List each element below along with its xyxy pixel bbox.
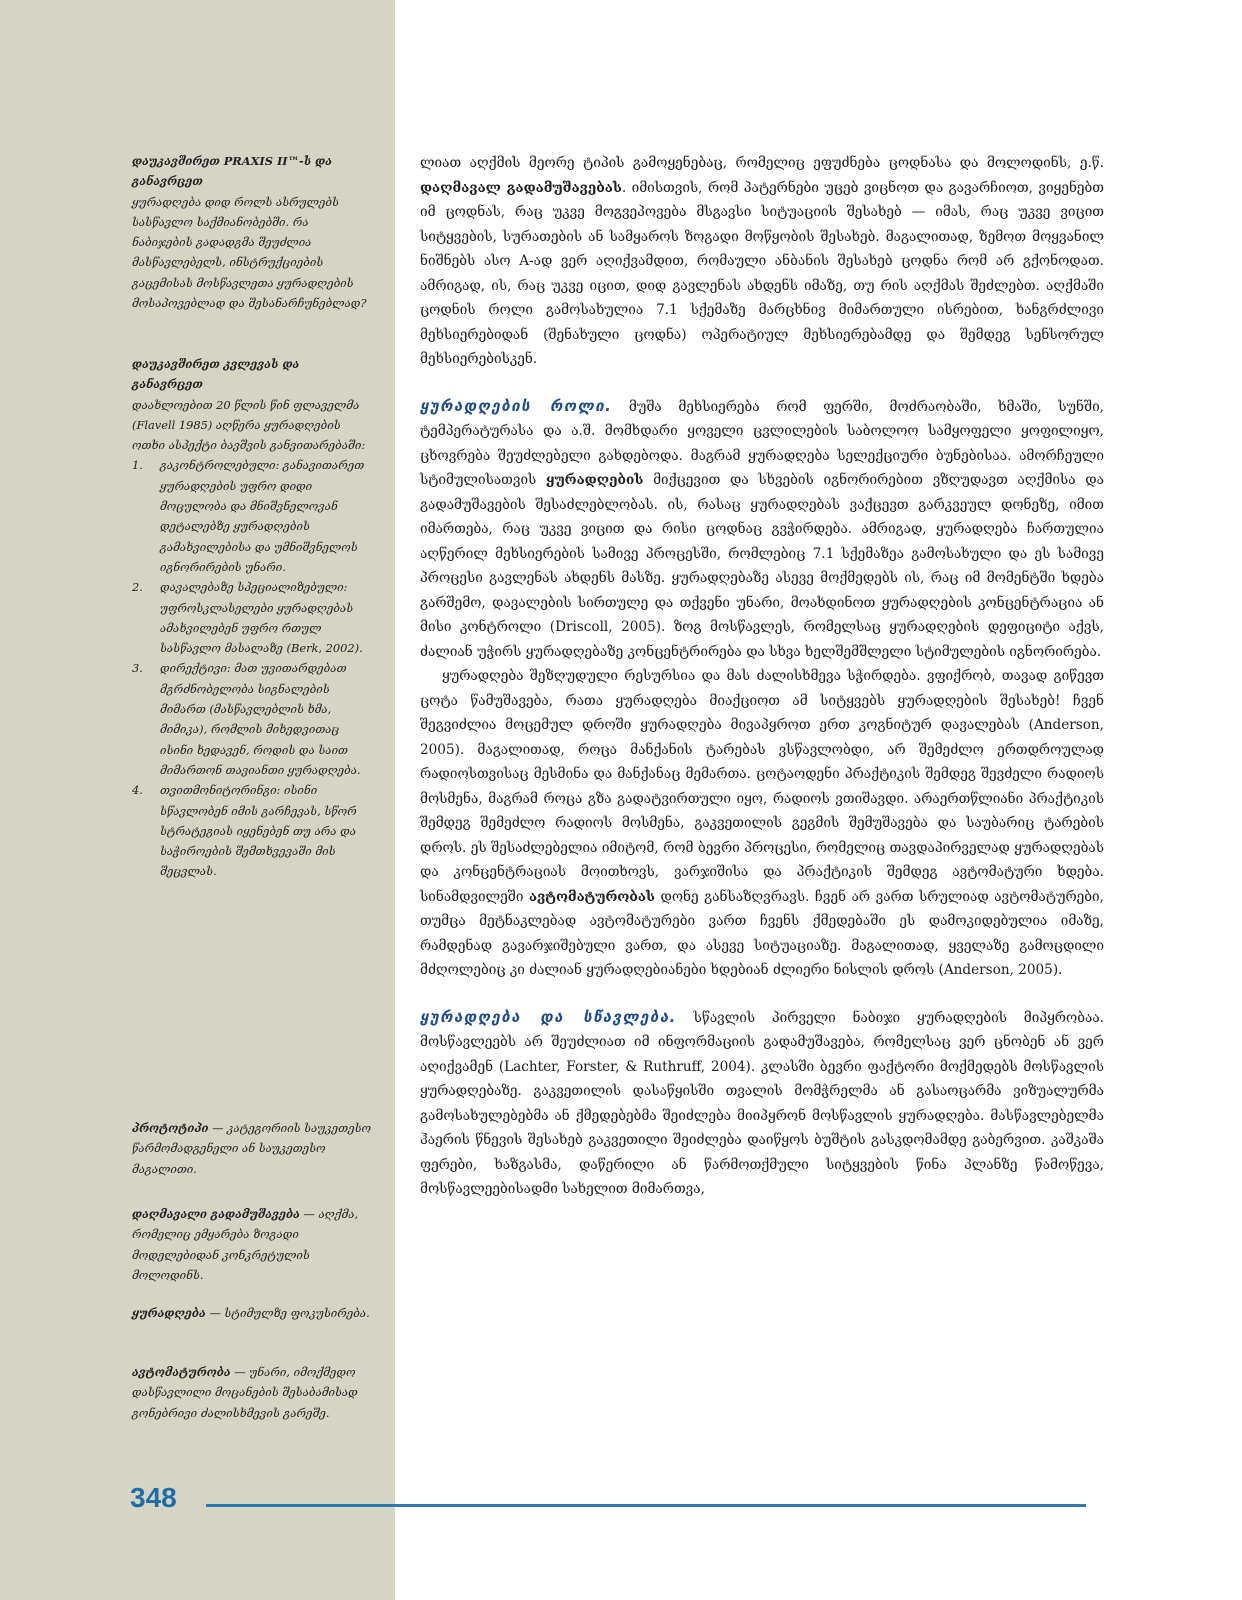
footer-rule [206, 1504, 1086, 1507]
glossary-term: ყურადღება [132, 1306, 206, 1320]
research-heading: დაუკავშირეთ კვლევას და განავრცეთ [132, 357, 300, 392]
paragraph [420, 151, 1104, 372]
bold-term: ავტომატურობას [528, 888, 655, 905]
glossary-term: პროტოტიპი [132, 1121, 209, 1135]
list-number: 4. [132, 783, 143, 798]
text-run: მუშა მეხსიერება რომ ფერში, მოძრაობაში, ხმაში, სუნში, ტემპერატურასა და ა.შ. მომხდარი ყოველი ცვლილების საბოლოო სამყოფელი ყოფილიყო, ცხოვრება შეუძლებელი გახდებოდა. მაგრამ ყურადღება სელექციური ბუნებისაა. ამორჩეული სტიმულისათვის [420, 398, 1104, 488]
glossary-prototype [132, 1118, 372, 1179]
paragraph [420, 1005, 1104, 1202]
research-intro: დაახლოებით 20 წლის წინ ფლაველმა (Flavell 1985) აღწერა ყურადღების ოთხი ასპექტი ბავშვის განვითარებაში: [132, 397, 366, 453]
list-number: 1. [132, 458, 143, 473]
text-run: . იმისთვის, რომ პატერნები უცებ ვიცნოთ და გავარჩიოთ, ვიყენებთ იმ ცოდნას, რაც უკვე მოგვეპოვება მსგავსი სიტუაციის შესახებ — იმას, რაც უკვე ვიცით სიტყვების, სურათების ან სამყაროს ზოგადი მოწყობის შესახებ. მაგალითად, ზემოთ მოყვანილ ნიშნებს ასო A-ად ვერ აღიქვამდით, რომაული ანბანის შესახებ ცოდნა რომ არ გქონოდათ. ამრიგად, ის, რაც უკვე იცით, დიდ გავლენას ახდენს იმაზე, თუ რის აღქმას შეძლებთ. აღქმაში ცოდნის როლი გამოსახულია 7.1 სქემაზე მარცხნივ მიმართული ისრებით, ხანგრძლივი მეხსიერებიდან (შენახული ცოდნა) ოპერატიულ მეხსიერებამდე და შემდეგ სენსორულ მეხსიერებისკენ. [420, 179, 1104, 367]
text-run: დონე განსაზღვრავს. ჩვენ არ ვართ სრულიად ავტომატურები, თუმცა მეტნაკლებად ავტომატურები ვართ ჩვენს ქმედებაში ეს დამოკიდებულია იმაზე, რამდენად გავარჯიშებული ვართ, და ასევე სიტუაციაზე. მაგალითად, ყველაზე გამოცდილი მძღოლებიც კი ძალიან ყურადღებიანები ხდებიან ძლიერი ნისლის დროს (Anderson, 2005). [420, 888, 1104, 978]
praxis-text: ყურადღება დიდ როლს ასრულებს სასწავლო საქმიანობებში. რა ნაბიჯების გადადგმა შეუძლია მასწავლებელს, ინსტრუქციების გაცემისას მოსწავლეთა ყურადღების მოსაპოვებლად და შესანარჩუნებლად? [132, 194, 367, 311]
section-heading: ყურადღების როლი. [420, 396, 613, 415]
glossary-definition: — უნარი, იმოქმედო დასწავლილი მოცანების შესაბამისად გონებრივი ძალისხმევის გარეშე. [132, 1365, 358, 1420]
section-heading: ყურადღება და სწავლება. [420, 1007, 677, 1026]
list-item [132, 780, 372, 881]
glossary-definition: — სტიმულზე ფოკუსირება. [205, 1306, 370, 1320]
glossary-automaticity [132, 1362, 372, 1423]
list-text: დირექტივი: მათ უვითარდებათ მგრძნობელობა სიგნალების მიმართ (მასწავლებლის ხმა, მიმიკა), რომლის მიხედვითაც ისინი ხედავენ, როდის და საით მიმართონ თავიანთი ყურადღება. [160, 661, 361, 777]
list-item [132, 455, 372, 577]
list-text: დავალებაზე სპეციალიზებული: უფროსკლასელები ყურადღებას ამახვილებენ უფრო რთულ სასწავლო მასალაზე (Berk, 2002). [160, 580, 363, 656]
glossary-top-down [132, 1204, 372, 1285]
text-run: ყურადღება შეზღუდული რესურსია და მას ძალისხმევა სჭირდება. ვფიქრობ, თავად გიწევთ ცოტა წამუშავება, რათა ყურადღება მიაქციოთ ამ სიტყვებს ყურადღების შესახებ! ჩვენ შეგვიძლია მოცემულ დროში ყურადღება მივაპყროთ ერთ კოგნიტურ დავალებას (Anderson, 2005). მაგალითად, როცა მანქანის ტარებას ვსწავლობდი, არ შემეძლო ერთდროულად რადიოსთვისაც მესმინა და მანქანაც მემართა. ცოტაოდენი პრაქტიკის შემდეგ შევძელი რადიოს მოსმენა, მაგრამ როცა გზა გადატვირთული იყო, რადიოს ვთიშავდი. არაერთწლიანი პრაქტიკის შემდეგ შემეძლო რადიოს მოსმენა, გაკვეთილის გეგმის შემუშავება და საუბარიც ტარების დროს. ეს შესაძლებელია იმიტომ, რომ ბევრი პროცესი, რომელიც თავდაპირველად ყურადღებას და კონცენტრაციას მოითხოვს, ვარჯიშისა და პრაქტიკის შემდეგ ავტომატური ხდება. სინამდვილეში [420, 668, 1104, 905]
glossary-term: ავტომატურობა [132, 1365, 231, 1379]
list-item [132, 658, 372, 780]
text-run: მიქცევით და სხვების იგნორირებით ვზღუდავთ აღქმისა და გადამუშავების შესაძლებლობას. ის, რასაც ყურადღებას ვაქცევთ გარკვეულ დონეზე, იმით იმართება, რაც უკვე ვიცით და რისი ცოდნაც გვჭირდება. ამრიგად, ყურადღება ჩართულია აღწერილ მეხსიერების სამივე პროცესში, რომლებიც 7.1 სქემაზეა გამოსახული და ეს სამივე პროცესი გავლენას ახდენს მასზე. ყურადღებაზე ასევე მოქმედებს ის, რაც იმ მომენტში ხდება გარშემო, დავალების სირთულე და თქვენი უნარი, მოახდინოთ ყურადღების კონცენტრაცია ან მისი კონტროლი (Driscoll, 2005). ზოგ მოსწავლეს, რომელსაც ყურადღების დეფიციტი აქვს, ძალიან უჭირს ყურადღებაზე კონცენტრირება და სხვა ხელშემშლელი სტიმულების იგნორირება. [420, 472, 1104, 660]
page-number: 348 [130, 1482, 177, 1513]
praxis-heading: დაუკავშირეთ PRAXIS II™-ს და განავრცეთ [132, 154, 333, 189]
research-note [132, 354, 372, 882]
list-item [132, 577, 372, 658]
glossary-attention [132, 1303, 372, 1323]
glossary-term: დაღმავალი გადამუშავება [132, 1207, 300, 1221]
sidebar [0, 0, 395, 1600]
main-text [420, 151, 1104, 1202]
bold-term: დაღმავალ გადამუშავებას [420, 179, 622, 196]
list-text: თვითმონიტორინგი: ისინი სწავლობენ იმის გარჩევას, სწორ სტრატეგიას იყენებენ თუ არა და საჭიროების შემთხვევაში მის შეცვლას. [160, 783, 357, 879]
glossary-definition: — აღქმა, რომელიც ემყარება ზოგადი მოდელებიდან კონკრეტულის მოლოდინს. [132, 1207, 359, 1282]
bold-term: ყურადღების [546, 472, 644, 488]
praxis-note [132, 151, 372, 313]
list-text: გაკონტროლებული: განავითარეთ ყურადღების უფრო დიდი მოცულობა და მნიშვნელოვან დეტალებზე ყურადღების გამახვილებისა და უმნიშვნელოს იგნორირების უნარი. [160, 458, 365, 574]
text-run: ლიათ აღქმის მეორე ტიპის გამოყენებაც, რომელიც ეფუძნება ცოდნასა და მოლოდინს, ე.წ. [420, 155, 1104, 171]
paragraph [420, 664, 1104, 983]
list-number: 3. [132, 661, 143, 676]
research-list [132, 455, 372, 881]
text-run: სწავლის პირველი ნაბიჯი ყურადღების მიპყრობაა. მოსწავლეებს არ შეუძლიათ იმ ინფორმაციის გადამუშავება, რომელსაც ვერ ცნობენ ან ვერ აღიქვამენ (Lachter, Forster, & Ruthruff, 2004). კლასში ბევრი ფაქტორი მოქმედებს მოსწავლის ყურადღებაზე. გაკვეთილის დასაწყისში თვალის მომჭრელმა ან გასაოცარმა ვიზუალურმა გამოსახულებებმა ან ქმედებებმა შეიძლება მიიპყრონ მოსწავლის ყურადღება. მასწავლებელმა ჰაერის წნევის შესახებ გაკვეთილი შეიძლება დაიწყოს ბუშტის გასკდომამდე გაბერვით. კაშკაშა ფერები, ხაზგასმა, დაწერილი ან წარმოთქმული სიტყვების წინა პლანზე წამოწევა, მოსწავლეებისადმი სახელით მიმართვა, [420, 1009, 1104, 1197]
glossary-definition: — კატეგორიის საუკეთესო წარმომადგენელი ან საუკეთესო მაგალითი. [132, 1121, 372, 1176]
paragraph [420, 394, 1104, 665]
list-number: 2. [132, 580, 143, 595]
